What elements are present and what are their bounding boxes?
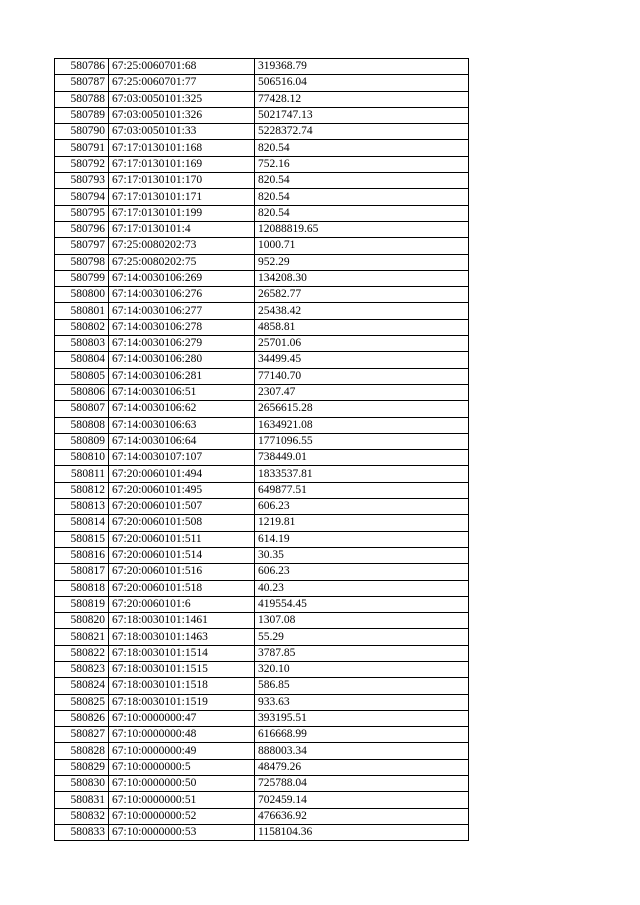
table-row [55,238,469,254]
cadastral-number-cell: 67:18:0030101:1518 [109,678,255,694]
table-row [55,776,469,792]
value-cell: 134208.30 [255,270,469,286]
value-cell: 77140.70 [255,368,469,384]
value-cell: 2307.47 [255,384,469,400]
value-cell: 820.54 [255,173,469,189]
table-row [55,384,469,400]
value-cell: 1634921.08 [255,417,469,433]
table-row [55,661,469,677]
cadastral-number-cell: 67:14:0030106:280 [109,352,255,368]
row-number-cell: 580801 [55,303,109,319]
cadastral-number-cell: 67:20:0060101:516 [109,564,255,580]
cadastral-number-cell: 67:14:0030106:277 [109,303,255,319]
data-table [54,58,469,841]
table-row [55,287,469,303]
row-number-cell: 580787 [55,75,109,91]
cadastral-number-cell: 67:10:0000000:51 [109,792,255,808]
cadastral-number-cell: 67:14:0030106:279 [109,336,255,352]
table-row [55,417,469,433]
row-number-cell: 580813 [55,499,109,515]
value-cell: 952.29 [255,254,469,270]
cadastral-number-cell: 67:20:0060101:6 [109,596,255,612]
row-number-cell: 580804 [55,352,109,368]
cadastral-number-cell: 67:17:0130101:168 [109,140,255,156]
value-cell: 1000.71 [255,238,469,254]
table-row [55,205,469,221]
value-cell: 77428.12 [255,91,469,107]
cadastral-number-cell: 67:10:0000000:49 [109,743,255,759]
row-number-cell: 580800 [55,287,109,303]
cadastral-number-cell: 67:25:0060701:77 [109,75,255,91]
table-row [55,564,469,580]
row-number-cell: 580786 [55,59,109,75]
table-row [55,254,469,270]
value-cell: 25701.06 [255,336,469,352]
table-row [55,759,469,775]
cadastral-number-cell: 67:03:0050101:33 [109,124,255,140]
value-cell: 26582.77 [255,287,469,303]
value-cell: 1771096.55 [255,433,469,449]
row-number-cell: 580820 [55,613,109,629]
cadastral-number-cell: 67:17:0130101:199 [109,205,255,221]
table-row [55,91,469,107]
cadastral-number-cell: 67:25:0080202:73 [109,238,255,254]
table-row [55,107,469,123]
table-row [55,727,469,743]
row-number-cell: 580815 [55,531,109,547]
table-row [55,450,469,466]
table-row [55,792,469,808]
value-cell: 752.16 [255,156,469,172]
value-cell: 40.23 [255,580,469,596]
row-number-cell: 580814 [55,515,109,531]
cadastral-number-cell: 67:14:0030106:278 [109,319,255,335]
row-number-cell: 580807 [55,401,109,417]
value-cell: 12088819.65 [255,221,469,237]
value-cell: 48479.26 [255,759,469,775]
table-row [55,531,469,547]
cadastral-number-cell: 67:14:0030106:269 [109,270,255,286]
row-number-cell: 580833 [55,824,109,840]
table-row [55,580,469,596]
value-cell: 419554.45 [255,596,469,612]
row-number-cell: 580825 [55,694,109,710]
cadastral-number-cell: 67:14:0030106:51 [109,384,255,400]
row-number-cell: 580809 [55,433,109,449]
cadastral-number-cell: 67:20:0060101:508 [109,515,255,531]
value-cell: 820.54 [255,189,469,205]
table-row [55,124,469,140]
value-cell: 3787.85 [255,645,469,661]
value-cell: 606.23 [255,564,469,580]
value-cell: 738449.01 [255,450,469,466]
cadastral-number-cell: 67:18:0030101:1519 [109,694,255,710]
table-row [55,466,469,482]
value-cell: 616668.99 [255,727,469,743]
row-number-cell: 580789 [55,107,109,123]
row-number-cell: 580812 [55,482,109,498]
row-number-cell: 580794 [55,189,109,205]
cadastral-number-cell: 67:14:0030106:64 [109,433,255,449]
value-cell: 393195.51 [255,710,469,726]
table-row [55,352,469,368]
row-number-cell: 580831 [55,792,109,808]
table-row [55,515,469,531]
table-row [55,596,469,612]
row-number-cell: 580821 [55,629,109,645]
table-body [55,59,469,841]
row-number-cell: 580811 [55,466,109,482]
cadastral-number-cell: 67:20:0060101:511 [109,531,255,547]
value-cell: 888003.34 [255,743,469,759]
row-number-cell: 580791 [55,140,109,156]
value-cell: 933.63 [255,694,469,710]
cadastral-number-cell: 67:14:0030106:276 [109,287,255,303]
cadastral-number-cell: 67:18:0030101:1463 [109,629,255,645]
cadastral-number-cell: 67:03:0050101:325 [109,91,255,107]
value-cell: 586.85 [255,678,469,694]
value-cell: 30.35 [255,547,469,563]
value-cell: 1219.81 [255,515,469,531]
table-row [55,156,469,172]
table-row [55,547,469,563]
table-row [55,221,469,237]
row-number-cell: 580819 [55,596,109,612]
cadastral-number-cell: 67:10:0000000:52 [109,808,255,824]
table-row [55,710,469,726]
row-number-cell: 580827 [55,727,109,743]
cadastral-number-cell: 67:10:0000000:53 [109,824,255,840]
row-number-cell: 580798 [55,254,109,270]
value-cell: 1158104.36 [255,824,469,840]
table-row [55,743,469,759]
row-number-cell: 580823 [55,661,109,677]
table-row [55,629,469,645]
value-cell: 320.10 [255,661,469,677]
cadastral-number-cell: 67:20:0060101:495 [109,482,255,498]
row-number-cell: 580806 [55,384,109,400]
cadastral-number-cell: 67:17:0130101:171 [109,189,255,205]
cadastral-number-cell: 67:10:0000000:47 [109,710,255,726]
table-row [55,482,469,498]
row-number-cell: 580792 [55,156,109,172]
table-row [55,499,469,515]
row-number-cell: 580830 [55,776,109,792]
cadastral-number-cell: 67:10:0000000:50 [109,776,255,792]
cadastral-number-cell: 67:18:0030101:1515 [109,661,255,677]
row-number-cell: 580832 [55,808,109,824]
value-cell: 319368.79 [255,59,469,75]
cadastral-number-cell: 67:10:0000000:5 [109,759,255,775]
table-row [55,319,469,335]
row-number-cell: 580817 [55,564,109,580]
table-row [55,613,469,629]
row-number-cell: 580790 [55,124,109,140]
cadastral-number-cell: 67:20:0060101:514 [109,547,255,563]
table-row [55,824,469,840]
row-number-cell: 580828 [55,743,109,759]
table-row [55,401,469,417]
value-cell: 606.23 [255,499,469,515]
value-cell: 4858.81 [255,319,469,335]
table-row [55,189,469,205]
value-cell: 614.19 [255,531,469,547]
cadastral-number-cell: 67:17:0130101:169 [109,156,255,172]
cadastral-number-cell: 67:14:0030106:63 [109,417,255,433]
row-number-cell: 580795 [55,205,109,221]
row-number-cell: 580805 [55,368,109,384]
cadastral-number-cell: 67:10:0000000:48 [109,727,255,743]
table-row [55,645,469,661]
cadastral-number-cell: 67:17:0130101:4 [109,221,255,237]
cadastral-number-cell: 67:20:0060101:507 [109,499,255,515]
row-number-cell: 580816 [55,547,109,563]
cadastral-number-cell: 67:03:0050101:326 [109,107,255,123]
table-row [55,270,469,286]
row-number-cell: 580793 [55,173,109,189]
value-cell: 1833537.81 [255,466,469,482]
value-cell: 25438.42 [255,303,469,319]
row-number-cell: 580788 [55,91,109,107]
value-cell: 476636.92 [255,808,469,824]
value-cell: 34499.45 [255,352,469,368]
table-row [55,808,469,824]
cadastral-number-cell: 67:17:0130101:170 [109,173,255,189]
cadastral-number-cell: 67:25:0060701:68 [109,59,255,75]
row-number-cell: 580802 [55,319,109,335]
cadastral-number-cell: 67:18:0030101:1514 [109,645,255,661]
table-row [55,336,469,352]
row-number-cell: 580796 [55,221,109,237]
cadastral-number-cell: 67:14:0030107:107 [109,450,255,466]
table-row [55,140,469,156]
table-row [55,75,469,91]
row-number-cell: 580824 [55,678,109,694]
value-cell: 2656615.28 [255,401,469,417]
row-number-cell: 580808 [55,417,109,433]
value-cell: 725788.04 [255,776,469,792]
row-number-cell: 580822 [55,645,109,661]
row-number-cell: 580829 [55,759,109,775]
cadastral-number-cell: 67:25:0080202:75 [109,254,255,270]
row-number-cell: 580803 [55,336,109,352]
table-row [55,59,469,75]
table-row [55,303,469,319]
table-row [55,678,469,694]
row-number-cell: 580799 [55,270,109,286]
value-cell: 649877.51 [255,482,469,498]
value-cell: 5021747.13 [255,107,469,123]
table-row [55,368,469,384]
row-number-cell: 580797 [55,238,109,254]
value-cell: 506516.04 [255,75,469,91]
cadastral-number-cell: 67:14:0030106:281 [109,368,255,384]
value-cell: 820.54 [255,205,469,221]
cadastral-number-cell: 67:14:0030106:62 [109,401,255,417]
table-row [55,173,469,189]
row-number-cell: 580826 [55,710,109,726]
cadastral-number-cell: 67:20:0060101:494 [109,466,255,482]
value-cell: 5228372.74 [255,124,469,140]
table-row [55,433,469,449]
value-cell: 55.29 [255,629,469,645]
value-cell: 702459.14 [255,792,469,808]
table-row [55,694,469,710]
value-cell: 1307.08 [255,613,469,629]
row-number-cell: 580818 [55,580,109,596]
cadastral-number-cell: 67:18:0030101:1461 [109,613,255,629]
value-cell: 820.54 [255,140,469,156]
cadastral-number-cell: 67:20:0060101:518 [109,580,255,596]
row-number-cell: 580810 [55,450,109,466]
